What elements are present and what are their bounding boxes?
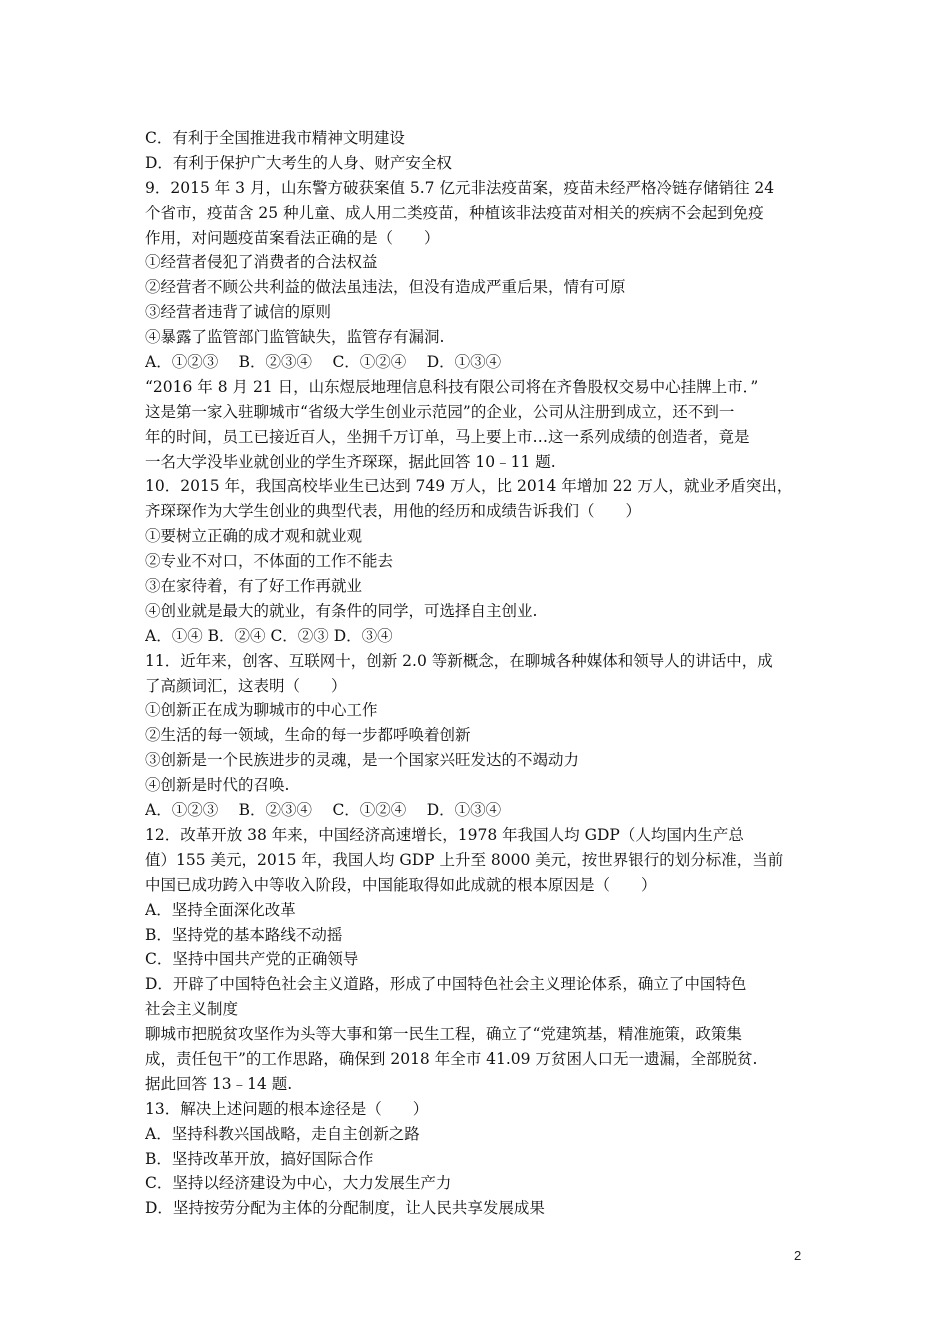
page-number: 2 xyxy=(794,1248,802,1263)
statement-item: ④暴露了监管部门监管缺失，监管存有漏洞. xyxy=(145,328,445,347)
material-paragraph: 这是第一家入驻聊城市“省级大学生创业示范园”的企业，公司从注册到成立，还不到一 xyxy=(145,402,735,421)
statement-item: ④创新是时代的召唤. xyxy=(145,776,290,795)
option-a-line: A．坚持科教兴国战略，走自主创新之路 xyxy=(145,1124,420,1143)
material-paragraph: 据此回答 13﹣14 题. xyxy=(145,1074,293,1093)
statement-item: ①经营者侵犯了消费者的合法权益 xyxy=(145,253,378,272)
answer-options: A．①②③ B．②③④ C．①②④ D．①③④ xyxy=(145,801,502,820)
option-b-line: B．坚持改革开放，搞好国际合作 xyxy=(145,1149,374,1168)
answer-options: A．①②③ B．②③④ C．①②④ D．①③④ xyxy=(145,353,502,372)
option-d-line: D．开辟了中国特色社会主义道路，形成了中国特色社会主义理论体系，确立了中国特色 xyxy=(145,975,747,994)
statement-item: ②经营者不顾公共利益的做法虽违法，但没有造成严重后果，情有可原 xyxy=(145,278,626,297)
document-body xyxy=(145,126,810,1221)
option-d-line: D．有利于保护广大考生的人身、财产安全权 xyxy=(145,153,452,172)
option-c-line: C．坚持以经济建设为中心，大力发展生产力 xyxy=(145,1174,452,1193)
option-c-line: C．坚持中国共产党的正确领导 xyxy=(145,950,359,969)
question-12-stem: 12．改革开放 38 年来，中国经济高速增长，1978 年我国人均 GDP（人均国内生产总 xyxy=(145,825,744,844)
question-12-stem-cont: 中国已成功跨入中等收入阶段，中国能取得如此成就的根本原因是（ ） xyxy=(145,875,657,894)
statement-item: ①要树立正确的成才观和就业观 xyxy=(145,527,363,546)
statement-item: ③创新是一个民族进步的灵魂，是一个国家兴旺发达的不竭动力 xyxy=(145,751,580,770)
question-10-stem: 10．2015 年，我国高校毕业生已达到 749 万人，比 2014 年增加 22 万人，就业矛盾突出， xyxy=(145,477,793,496)
material-paragraph: 一名大学没毕业就创业的学生齐琛琛，据此回答 10﹣11 题. xyxy=(145,452,556,471)
question-9-stem: 9．2015 年 3 月，山东警方破获案值 5.7 亿元非法疫苗案，疫苗未经严格冷链存储销往 24 xyxy=(145,178,775,197)
statement-item: ③在家待着，有了好工作再就业 xyxy=(145,577,363,596)
question-12-stem-cont: 值）155 美元，2015 年，我国人均 GDP 上升至 8000 美元，按世界银行的划分标准，当前 xyxy=(145,850,784,869)
answer-options: A．①④ B．②④ C．②③ D．③④ xyxy=(145,626,393,645)
material-paragraph: 聊城市把脱贫攻坚作为头等大事和第一民生工程，确立了“党建筑基，精准施策，政策集 xyxy=(145,1025,742,1044)
material-paragraph: “2016 年 8 月 21 日，山东煜辰地理信息科技有限公司将在齐鲁股权交易中心挂牌上市．” xyxy=(145,377,759,396)
material-paragraph: 年的时间，员工已接近百人，坐拥千万订单，马上要上市…这一系列成绩的创造者，竟是 xyxy=(145,427,750,446)
question-11-stem-cont: 了高颜词汇，这表明（ ） xyxy=(145,676,347,695)
option-a-line: A．坚持全面深化改革 xyxy=(145,900,296,919)
option-d-line: D．坚持按劳分配为主体的分配制度，让人民共享发展成果 xyxy=(145,1199,545,1218)
material-paragraph: 成，责任包干”的工作思路，确保到 2018 年全市 41.09 万贫困人口无一遗漏，全部脱贫. xyxy=(145,1049,758,1068)
question-9-stem-cont: 作用，对问题疫苗案看法正确的是（ ） xyxy=(145,228,440,247)
question-11-stem: 11．近年来，创客、互联网十，创新 2.0 等新概念，在聊城各种媒体和领导人的讲话中，成 xyxy=(145,651,773,670)
statement-item: ①创新正在成为聊城市的中心工作 xyxy=(145,701,378,720)
question-10-stem-cont: 齐琛琛作为大学生创业的典型代表，用他的经历和成绩告诉我们（ ） xyxy=(145,502,642,521)
statement-item: ②专业不对口，不体面的工作不能去 xyxy=(145,552,394,571)
option-c-line: C．有利于全国推进我市精神文明建设 xyxy=(145,129,405,147)
question-13-stem: 13．解决上述问题的根本途径是（ ） xyxy=(145,1099,429,1118)
statement-item: ②生活的每一领域，生命的每一步都呼唤着创新 xyxy=(145,726,471,745)
statement-item: ④创业就是最大的就业，有条件的同学，可选择自主创业. xyxy=(145,601,538,620)
question-9-stem-cont: 个省市，疫苗含 25 种儿童、成人用二类疫苗，种植该非法疫苗对相关的疾病不会起到免疫 xyxy=(145,203,764,222)
option-b-line: B．坚持党的基本路线不动摇 xyxy=(145,925,343,944)
option-d-line-cont: 社会主义制度 xyxy=(145,1000,239,1019)
statement-item: ③经营者违背了诚信的原则 xyxy=(145,303,332,322)
